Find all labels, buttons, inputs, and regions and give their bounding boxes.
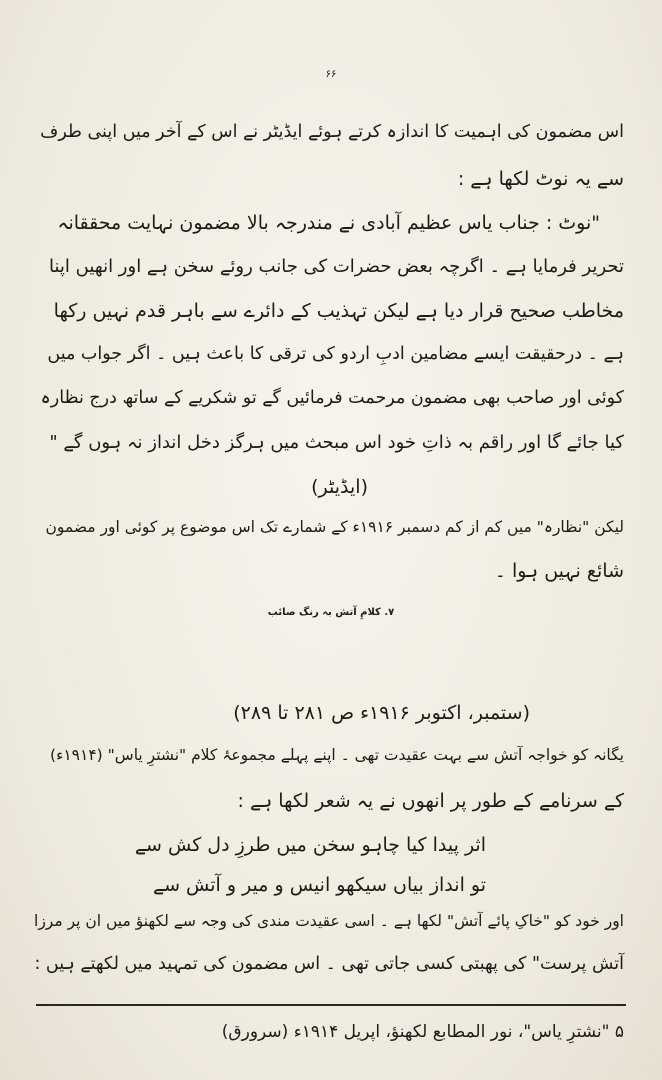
- paragraph-line: یگانہ کو خواجہ آتش سے بہت عقیدت تھی ۔ اپنے پہلے مجموعۂ کلام "نشترِ یاس" (۱۹۱۴ء): [50, 746, 624, 764]
- editor-signature: (ایڈیٹر): [311, 476, 368, 498]
- page-number: ۶۶: [325, 69, 337, 80]
- paragraph-line: کے سرنامے کے طور پر انھوں نے یہ شعر لکھا ہے :: [237, 790, 624, 812]
- quote-line: کوئی اور صاحب بھی مضمون مرحمت فرمائیں گے تو شکریے کے ساتھ درج نظارہ: [40, 388, 624, 408]
- paragraph-line: آتش پرست" کی پھبتی کسی جاتی تھی ۔ اس مضمون کی تمہید میں لکھتے ہیں :: [34, 954, 624, 974]
- footnote-divider: [36, 1004, 626, 1006]
- paragraph-line: سے یہ نوٹ لکھا ہے :: [457, 168, 624, 190]
- verse-line: تو انداز بیاں سیکھو انیس و میر و آتش سے: [152, 874, 486, 896]
- paragraph-line: لیکن "نظارہ" میں کم از کم دسمبر ۱۹۱۶ء کے شمارے تک اس موضوع پر کوئی اور مضمون: [45, 518, 624, 536]
- footnote: ۵ "نشترِ یاس"، نور المطابع لکھنؤ، اپریل ۱۹۱۴ء (سرورق): [221, 1022, 624, 1042]
- verse-line: اثر پیدا کیا چاہو سخن میں طرزِ دل کش سے: [134, 834, 486, 856]
- paragraph-line: اور خود کو "خاکِ پائے آتش" لکھا ہے ۔ اسی عقیدت مندی کی وجہ سے لکھنؤ میں ان پر مرزا: [34, 912, 624, 930]
- quote-line: ہے ۔ درحقیقت ایسے مضامین ادبِ اردو کی ترقی کا باعث ہیں ۔ اگر جواب میں: [47, 344, 624, 364]
- section-title: ۷. کلامِ آتش بہ رنگ صائب: [267, 607, 395, 618]
- quote-line: "نوٹ : جناب یاس عظیم آبادی نے مندرجہ بالا مضمون نہایت محققانہ: [57, 212, 600, 234]
- quote-line: مخاطب صحیح قرار دیا ہے لیکن تہذیب کے دائرے سے باہر قدم نہیں رکھا: [53, 300, 624, 322]
- section-reference: (ستمبر، اکتوبر ۱۹۱۶ء ص ۲۸۱ تا ۲۸۹): [233, 702, 530, 724]
- quote-line: تحریر فرمایا ہے ۔ اگرچہ بعض حضرات کی جانب روئے سخن ہے اور انھیں اپنا: [49, 256, 624, 277]
- quote-line: کیا جائے گا اور راقم بہ ذاتِ خود اس مبحث میں ہرگز دخل انداز نہ ہوں گے ": [49, 432, 624, 453]
- paragraph-line: شائع نہیں ہوا ۔: [494, 560, 624, 582]
- paragraph-line: اس مضمون کی اہمیت کا اندازہ کرتے ہوئے ایڈیٹر نے اس کے آخر میں اپنی طرف: [40, 122, 624, 142]
